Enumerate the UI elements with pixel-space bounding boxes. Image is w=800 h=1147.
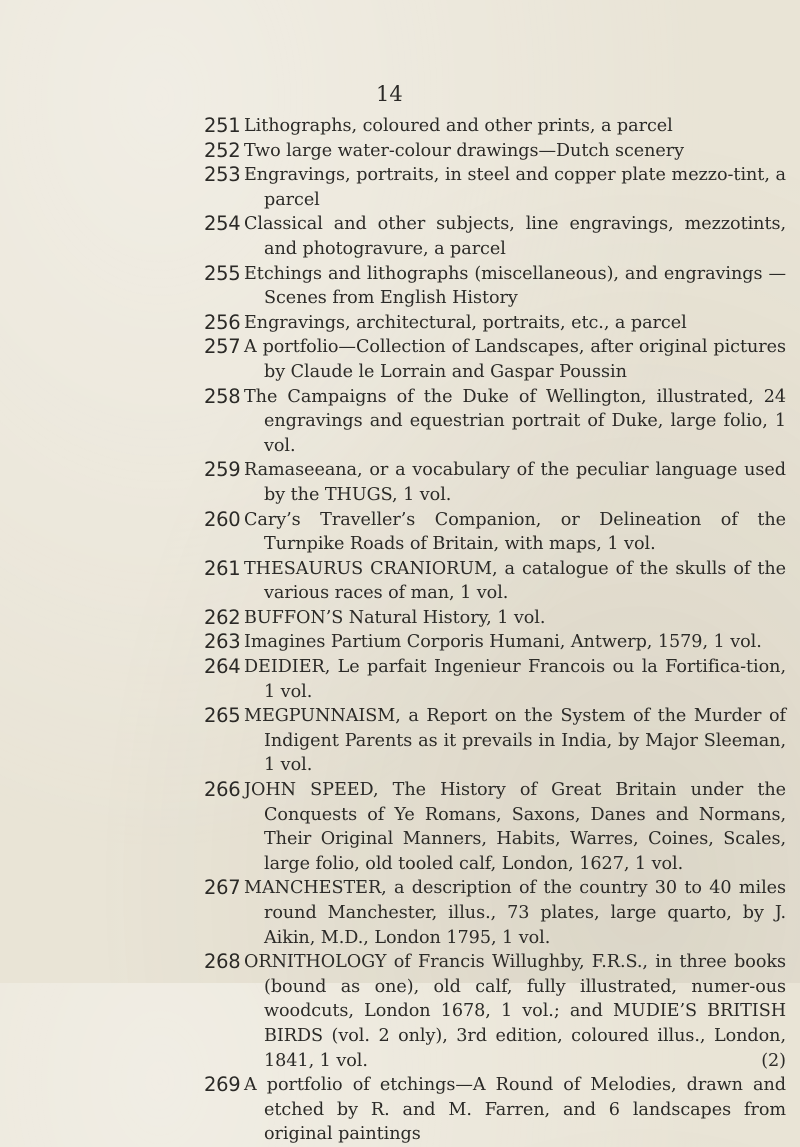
page-number: 14 bbox=[376, 82, 403, 106]
lot-number: 251 bbox=[204, 114, 241, 137]
lot-number: 260 bbox=[204, 507, 241, 531]
lot-list bbox=[0, 114, 800, 1147]
lot-description: MANCHESTER, a description of the country 30 to 40 miles round Manchester, illus., 73 plates, large quarto, by J. Aikin, M.D., London 1795, 1 vol. bbox=[244, 878, 786, 948]
lot-entry bbox=[0, 778, 800, 876]
lot-number: 253 bbox=[204, 163, 241, 187]
lot-entry bbox=[0, 950, 800, 1073]
lot-description: MEGPUNNAISM, a Report on the System of the Murder of Indigent Parents as it prevails in India, by Major Sleeman, 1 vol. bbox=[244, 706, 786, 776]
lot-number: 261 bbox=[204, 556, 241, 580]
lot-entry bbox=[0, 704, 800, 778]
lot-number: 254 bbox=[204, 212, 241, 236]
lot-number: 258 bbox=[204, 384, 241, 408]
lot-entry bbox=[0, 311, 800, 336]
lot-entry bbox=[0, 557, 800, 606]
lot-description: BUFFON’S Natural History, 1 vol. bbox=[244, 607, 546, 628]
lot-entry bbox=[0, 655, 800, 704]
lot-number: 252 bbox=[204, 138, 241, 162]
lot-description: Imagines Partium Corporis Humani, Antwerp, 1579, 1 vol. bbox=[244, 632, 762, 653]
lot-description: Lithographs, coloured and other prints, a parcel bbox=[244, 116, 673, 136]
lot-number: 257 bbox=[204, 335, 241, 359]
lot-entry bbox=[0, 606, 800, 631]
lot-description: JOHN SPEED, The History of Great Britain under the Conquests of Ye Romans, Saxons, Danes and Normans, Their Original Manners, Habits, Warres, Coines, Scales, large folio, old tooled calf, London, 1627, 1 vol. bbox=[244, 780, 786, 874]
lot-entry bbox=[0, 262, 800, 311]
lot-entry bbox=[0, 1073, 800, 1147]
lot-number: 264 bbox=[204, 655, 241, 679]
lot-entry bbox=[0, 876, 800, 950]
lot-number: 268 bbox=[204, 950, 241, 974]
lot-entry bbox=[0, 114, 800, 139]
lot-entry bbox=[0, 630, 800, 655]
lot-quantity: (2) bbox=[761, 1050, 786, 1071]
lot-description: Two large water-colour drawings—Dutch scenery bbox=[244, 140, 685, 161]
lot-entry bbox=[0, 508, 800, 557]
lot-entry bbox=[0, 139, 800, 164]
lot-number: 269 bbox=[204, 1073, 241, 1097]
lot-description: The Campaigns of the Duke of Wellington, illustrated, 24 engravings and equestrian portrait of Duke, large folio, 1 vol. bbox=[244, 386, 786, 456]
lot-entry bbox=[0, 163, 800, 212]
lot-entry bbox=[0, 458, 800, 507]
lot-number: 262 bbox=[204, 605, 241, 629]
lot-entry bbox=[0, 385, 800, 459]
lot-description: THESAURUS CRANIORUM, a catalogue of the skulls of the various races of man, 1 vol. bbox=[244, 558, 786, 604]
lot-number: 263 bbox=[204, 630, 241, 654]
lot-description: Classical and other subjects, line engravings, mezzotints, and photogravure, a parcel bbox=[244, 214, 786, 259]
lot-number: 259 bbox=[204, 458, 241, 482]
lot-description: DEIDIER, Le parfait Ingenieur Francois ou la Fortifica-tion, 1 vol. bbox=[244, 657, 786, 702]
lot-description: Ramaseeana, or a vocabulary of the peculiar language used by the THUGS, 1 vol. bbox=[244, 460, 786, 505]
lot-number: 255 bbox=[204, 261, 241, 285]
lot-entry bbox=[0, 335, 800, 384]
lot-description: Engravings, architectural, portraits, etc., a parcel bbox=[244, 312, 687, 333]
lot-description: A portfolio—Collection of Landscapes, after original pictures by Claude le Lorrain and Gaspar Poussin bbox=[244, 337, 786, 382]
lot-number: 256 bbox=[204, 310, 241, 334]
lot-description: Etchings and lithographs (miscellaneous), and engravings —Scenes from English History bbox=[244, 263, 786, 309]
lot-number: 267 bbox=[204, 876, 241, 900]
lot-description: ORNITHOLOGY of Francis Willughby, F.R.S., in three books (bound as one), old calf, fully illustrated, numer-ous woodcuts, London 1678, 1 vol.; and MUDIE’S BRITISH BIRDS (vol. 2 only), 3rd edition, coloured illus., London, 1841, 1 vol. (2) bbox=[244, 950, 786, 1073]
lot-entry bbox=[0, 212, 800, 261]
lot-number: 266 bbox=[204, 778, 241, 802]
lot-description: Cary’s Traveller’s Companion, or Delineation of the Turnpike Roads of Britain, with maps, 1 vol. bbox=[244, 509, 786, 555]
lot-description: Engravings, portraits, in steel and copper plate mezzo-tint, a parcel bbox=[244, 165, 786, 210]
lot-description: A portfolio of etchings—A Round of Melodies, drawn and etched by R. and M. Farren, and 6 landscapes from original paintings bbox=[244, 1075, 786, 1145]
lot-number: 265 bbox=[204, 704, 241, 728]
